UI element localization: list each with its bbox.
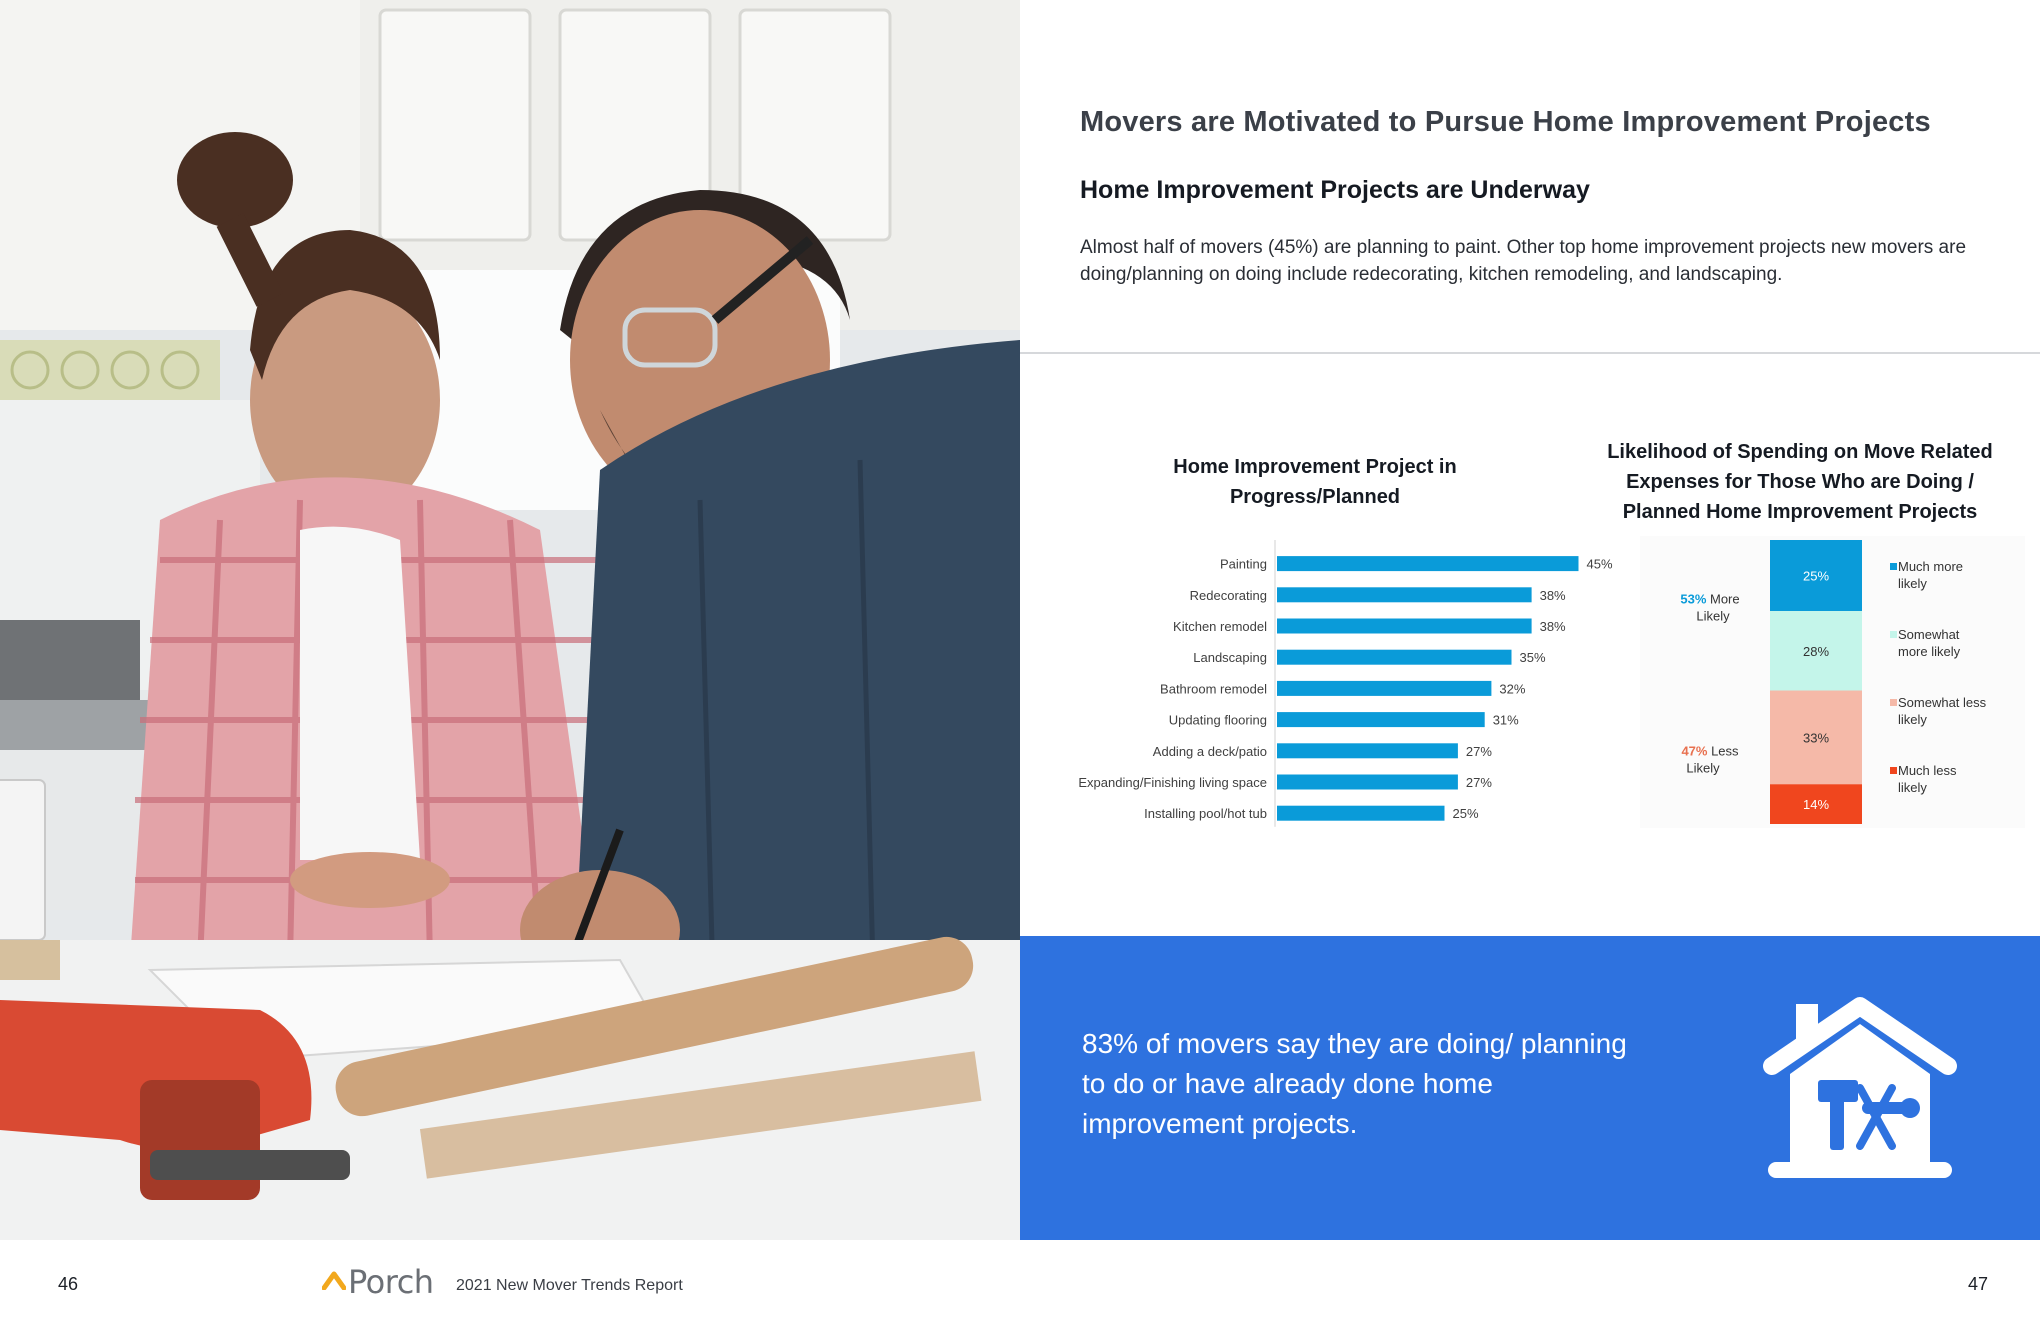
bar-value-label: 31% [1492,712,1519,728]
bar-category-label: Landscaping [1193,650,1267,666]
likelihood-stacked-chart [1640,536,2025,828]
group-label-line2: Likely [1696,608,1730,624]
section-divider [1020,352,2040,354]
page-title: Movers are Motivated to Pursue Home Improvement Projects [1080,106,1931,138]
footer [0,1240,2040,1320]
bar-value-label: 38% [1539,587,1566,603]
legend-label-line2: likely [1898,712,1927,727]
group-label [1680,592,1739,607]
bar [1277,712,1485,727]
stack-segment-label: 28% [1802,643,1830,659]
group-label-line2: Likely [1686,760,1720,776]
group-label [1681,743,1739,758]
intro-paragraph: Almost half of movers (45%) are planning to paint. Other top home improvement projects new movers are doing/planning on doing include redecorating, kitchen remodeling, and landscaping. [1080,237,1967,285]
house-tools-icon [1760,994,1960,1184]
bar-value-label: 32% [1499,681,1526,697]
legend-swatch [1890,699,1897,706]
bar-value-label: 25% [1452,806,1479,822]
stack-segment-label: 14% [1802,797,1830,813]
bar-value-label: 27% [1465,743,1492,759]
bar-category-label: Updating flooring [1168,712,1267,728]
bar-category-label: Kitchen remodel [1173,619,1267,634]
stack-segment-label: 33% [1802,730,1830,746]
group-label-word: More [1706,591,1740,607]
bar-category-label: Bathroom remodel [1160,681,1267,697]
bar [1277,619,1532,634]
photo-illustration [0,0,1020,1240]
callout-text: 83% of movers say they are doing/ planning to do or have already done home improvement projects. [1082,1028,1627,1139]
bar-category-label: Redecorating [1189,587,1267,603]
legend-swatch [1890,631,1897,638]
legend-label: Somewhat less [1898,695,1987,710]
bar-chart-title: Home Improvement Project in Progress/Planned [1173,456,1457,508]
bar [1277,650,1512,665]
project-bar-chart [1040,540,1660,830]
bar [1277,681,1491,696]
stat-callout [1020,936,2040,1240]
legend-swatch [1890,767,1897,774]
page-number-left: 46 [58,1274,79,1294]
right-page [1020,0,2040,1240]
bar-value-label: 38% [1539,619,1566,634]
bar-category-label: Installing pool/hot tub [1144,806,1267,822]
legend-label: Somewhat [1898,627,1960,642]
group-label-word: Less [1707,743,1739,759]
group-label-pct: 47% [1681,743,1708,759]
bar-value-label: 35% [1519,650,1546,666]
porch-logo [322,1262,434,1301]
bar-value-label: 27% [1465,775,1492,790]
bar [1277,775,1458,790]
legend-label: Much more [1898,559,1964,574]
bar [1277,587,1532,602]
section-subtitle: Home Improvement Projects are Underway [1080,176,1590,204]
bar [1277,806,1445,821]
hero-photo [0,0,1020,1240]
legend-label-line2: likely [1898,576,1927,591]
bar-value-label: 45% [1586,556,1613,572]
legend-label-line2: more likely [1898,644,1961,659]
stacked-chart-title: Likelihood of Spending on Move Related Expenses for Those Who are Doing / Planned Home Improvement Projects [1607,441,1993,523]
group-label-pct: 53% [1680,591,1707,607]
bar-category-label: Adding a deck/patio [1152,743,1267,759]
bar-category-label: Expanding/Finishing living space [1078,775,1267,790]
legend-label: Much less [1898,763,1957,778]
stack-segment-label: 25% [1802,568,1830,584]
bar [1277,743,1458,758]
bar-category-label: Painting [1220,556,1267,572]
logo-wordmark: Porch [348,1263,434,1301]
page-number-right: 47 [1967,1274,1988,1294]
porch-roof-icon [322,1270,346,1290]
legend-swatch [1890,563,1897,570]
legend-label-line2: likely [1898,780,1927,795]
report-title: 2021 New Mover Trends Report [456,1277,683,1294]
bar [1277,556,1579,571]
